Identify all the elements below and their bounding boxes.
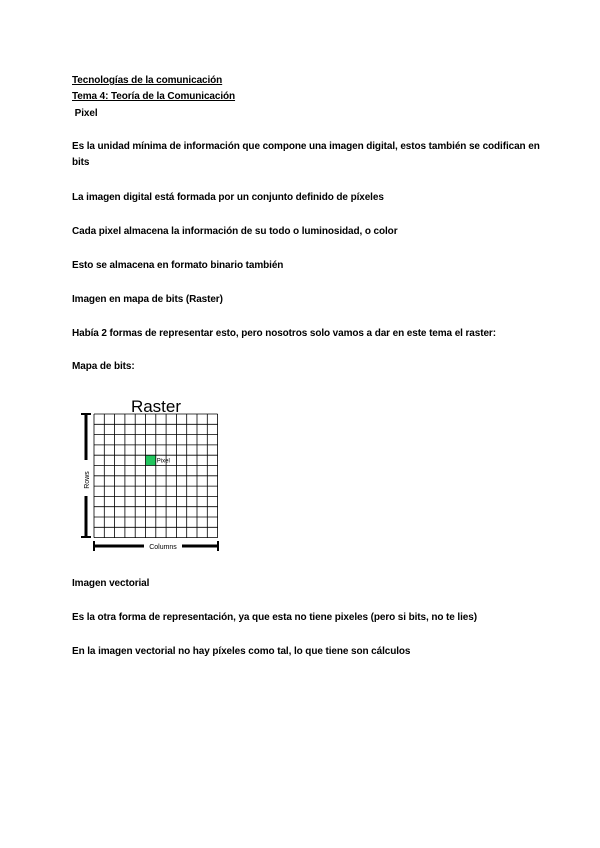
paragraph-pixel-color: Cada pixel almacena la información de su todo o luminosidad, o color bbox=[72, 226, 398, 237]
subheading-raster: Imagen en mapa de bits (Raster) bbox=[72, 294, 223, 305]
pixel-grid bbox=[94, 414, 218, 538]
raster-diagram-svg bbox=[72, 396, 232, 556]
topic-title: Tema 4: Teoría de la Comunicación bbox=[72, 91, 236, 102]
paragraph-vector-other-form: Es la otra forma de representación, ya que esta no tiene pixeles (pero si bits, no te lies) bbox=[72, 612, 477, 623]
paragraph-image-pixels: La imagen digital está formada por un conjunto definido de píxeles bbox=[72, 192, 384, 203]
course-title: Tecnologías de la comunicación bbox=[72, 75, 223, 86]
paragraph-pixel-definition: Es la unidad mínima de información que compone una imagen digital, estos también se codifican en bits bbox=[72, 141, 540, 168]
highlighted-pixel bbox=[146, 455, 156, 465]
raster-title: Raster bbox=[130, 397, 182, 416]
paragraph-vector-calculations: En la imagen vectorial no hay píxeles como tal, lo que tiene son cálculos bbox=[72, 646, 411, 657]
subheading-vector: Imagen vectorial bbox=[72, 578, 150, 589]
rows-label: Rows bbox=[84, 471, 91, 489]
paragraph-two-forms: Había 2 formas de representar esto, pero nosotros solo vamos a dar en este tema el raster: bbox=[72, 328, 496, 339]
pixel-label: Pixel bbox=[156, 458, 170, 465]
paragraph-binary: Esto se almacena en formato binario también bbox=[72, 260, 284, 271]
section-title: Pixel bbox=[72, 108, 98, 119]
subheading-bitmap: Mapa de bits: bbox=[72, 361, 135, 372]
columns-label: Columns bbox=[149, 544, 177, 551]
raster-diagram bbox=[72, 396, 232, 556]
